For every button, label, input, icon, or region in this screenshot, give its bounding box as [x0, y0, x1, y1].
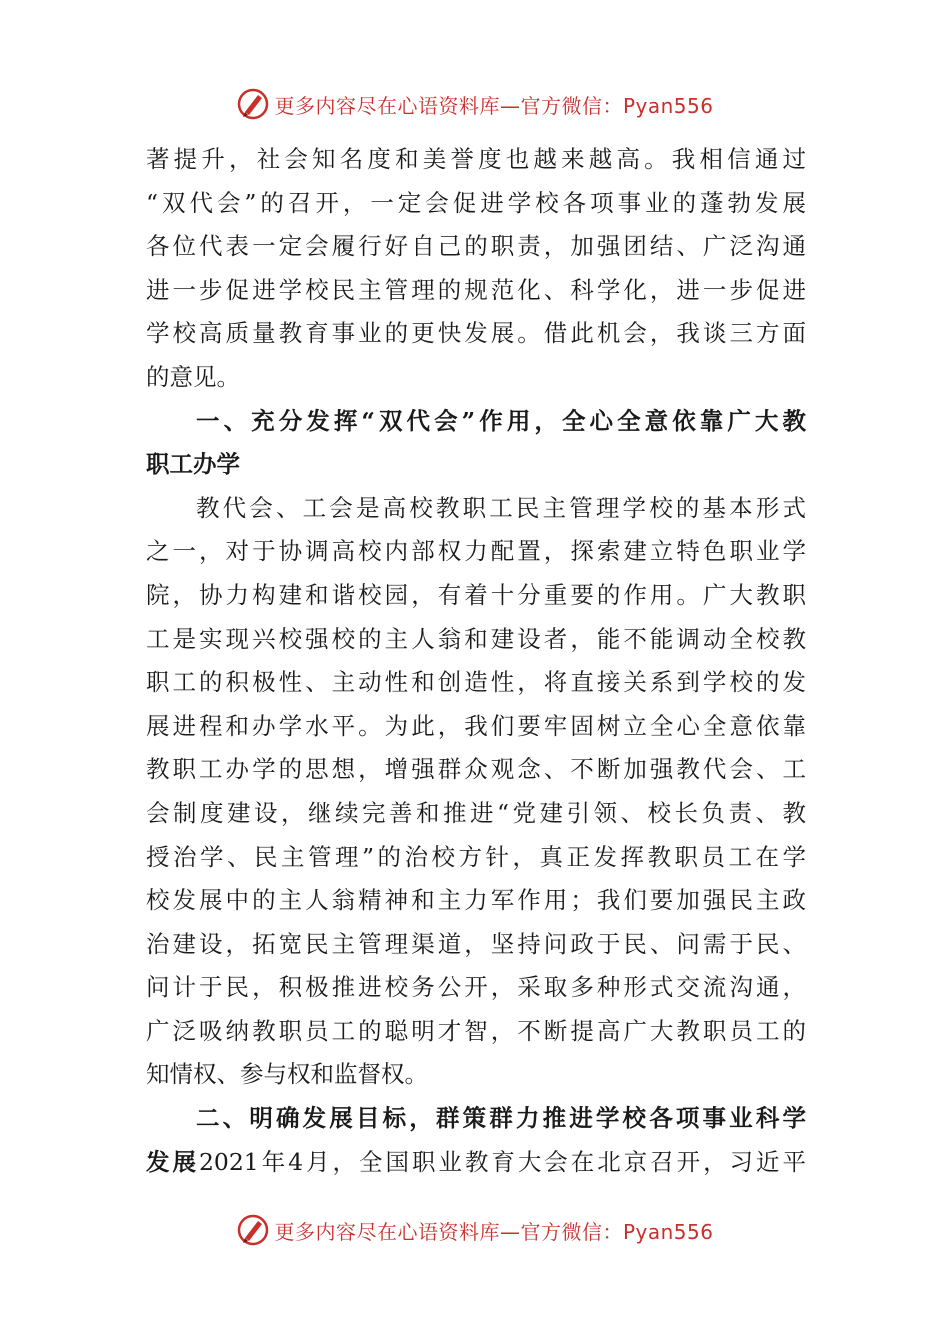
body-line: 教职工办学的思想，增强群众观念、不断加强教代会、工 [146, 755, 806, 784]
body-text-inline: 2021年4月，全国职业教育大会在北京召开，习近平 [198, 1147, 806, 1176]
pen-circle-logo [236, 87, 270, 121]
body-line: 职工的积极性、主动性和创造性，将直接关系到学校的发 [146, 668, 806, 697]
body-line: 教代会、工会是高校教职工民主管理学校的基本形式 [196, 493, 806, 522]
section-heading-1: 一、充分发挥“双代会”作用，全心全意依靠广大教 [196, 406, 806, 435]
section-heading-2: 二、明确发展目标，群策群力推进学校各项事业科学 [196, 1104, 806, 1133]
body-line: 著提升，社会知名度和美誉度也越来越高。我相信通过 [146, 145, 806, 173]
heading-2-tail: 发展 [146, 1147, 199, 1176]
body-line: “双代会”的召开，一定会促进学校各项事业的蓬勃发展 [146, 188, 806, 217]
body-line: 问计于民，积极推进校务公开，采取多种形式交流沟通， [146, 973, 806, 1002]
header-banner [0, 84, 950, 124]
body-line: 学校高质量教育事业的更快发展。借此机会，我谈三方面 [146, 319, 806, 348]
body-line: 各位代表一定会履行好自己的职责，加强团结、广泛沟通 [146, 232, 806, 261]
pen-circle-logo [236, 1213, 270, 1247]
header-banner-text: 更多内容尽在心语资料库—官方微信：Pyan556 [274, 93, 714, 118]
body-line: 广泛吸纳教职员工的聪明才智，不断提高广大教职员工的 [146, 1016, 806, 1045]
body-line: 工是实现兴校强校的主人翁和建设者，能不能调动全校教 [146, 624, 806, 653]
body-line: 院，协力构建和谐校园，有着十分重要的作用。广大教职 [146, 580, 806, 609]
body-line: 治建设，拓宽民主管理渠道，坚持问政于民、问需于民、 [146, 929, 806, 958]
body-line: 的意见。 [146, 362, 240, 391]
body-line: 校发展中的主人翁精神和主力军作用；我们要加强民主政 [146, 886, 806, 915]
body-line: 之一，对于协调高校内部权力配置，探索建立特色职业学 [146, 537, 806, 566]
body-line: 授治学、民主管理”的治校方针，真正发挥教职员工在学 [146, 842, 806, 871]
body-line: 展进程和办学水平。为此，我们要牢固树立全心全意依靠 [146, 711, 806, 740]
footer-banner-text: 更多内容尽在心语资料库—官方微信：Pyan556 [274, 1219, 714, 1244]
body-line: 知情权、参与权和监督权。 [146, 1060, 428, 1089]
section-heading-1-cont: 职工办学 [146, 450, 240, 479]
section-heading-2-cont [146, 1141, 806, 1185]
footer-banner [0, 1210, 950, 1250]
body-line: 进一步促进学校民主管理的规范化、科学化，进一步促进 [146, 275, 806, 304]
document-body [146, 138, 806, 1184]
body-line: 会制度建设，继续完善和推进“党建引领、校长负责、教 [146, 798, 806, 827]
